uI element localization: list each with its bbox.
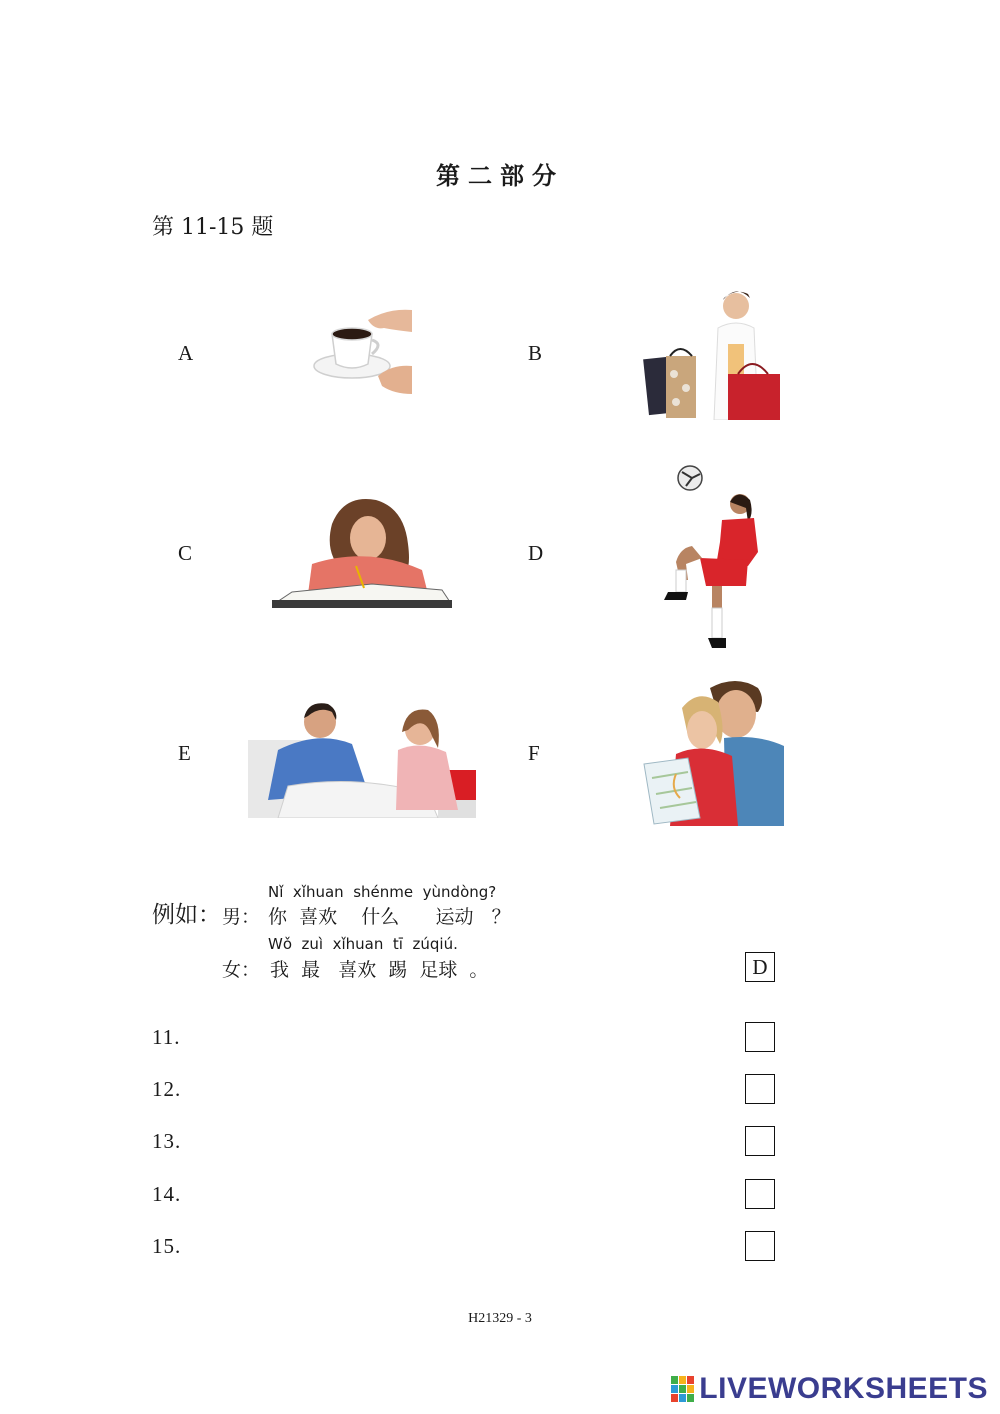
soccer-girl-image [656,462,764,652]
example-female-pinyin: Wǒ zuì xǐhuan tī zúqiú. [268,935,458,953]
option-letter-b: B [528,341,543,365]
answer-box-12[interactable] [745,1074,775,1104]
example-female-hanzi: 我 最 喜欢 踢 足球 。 [270,959,489,981]
answer-box-11[interactable] [745,1022,775,1052]
liveworksheets-wordmark: LIVEWORKSHEETS [699,1372,988,1405]
question-number-14: 14. [152,1182,182,1206]
hospital-visit-image [248,700,476,818]
example-label: 例如： [152,902,221,928]
page-code: H21329 - 3 [468,1311,532,1326]
question-range: 第 11-15 题 [152,215,274,240]
shopping-woman-image [640,284,784,420]
example-answer-box: D [745,952,775,982]
option-letter-a: A [178,341,194,365]
question-number-12: 12. [152,1077,182,1101]
example-male-pinyin: Nǐ xǐhuan shénme yùndòng? [268,883,497,901]
liveworksheets-icon [671,1376,695,1402]
option-letter-d: D [528,541,544,565]
answer-box-13[interactable] [745,1126,775,1156]
question-number-15: 15. [152,1234,182,1258]
option-letter-f: F [528,741,540,765]
coffee-cup-image [308,306,412,398]
example-male-hanzi: 你 喜欢 什么 运动 ？ [268,906,511,928]
question-number-11: 11. [152,1025,181,1049]
answer-box-14[interactable] [745,1179,775,1209]
answer-box-15[interactable] [745,1231,775,1261]
option-letter-e: E [178,741,191,765]
example-male-speaker: 男： [222,906,261,928]
section-title: 第二部分 [436,161,564,190]
option-letter-c: C [178,541,193,565]
question-number-13: 13. [152,1129,182,1153]
map-couple-image [640,678,784,826]
liveworksheets-logo [671,1372,988,1406]
example-female-speaker: 女： [222,959,261,981]
studying-girl-image [272,494,452,608]
